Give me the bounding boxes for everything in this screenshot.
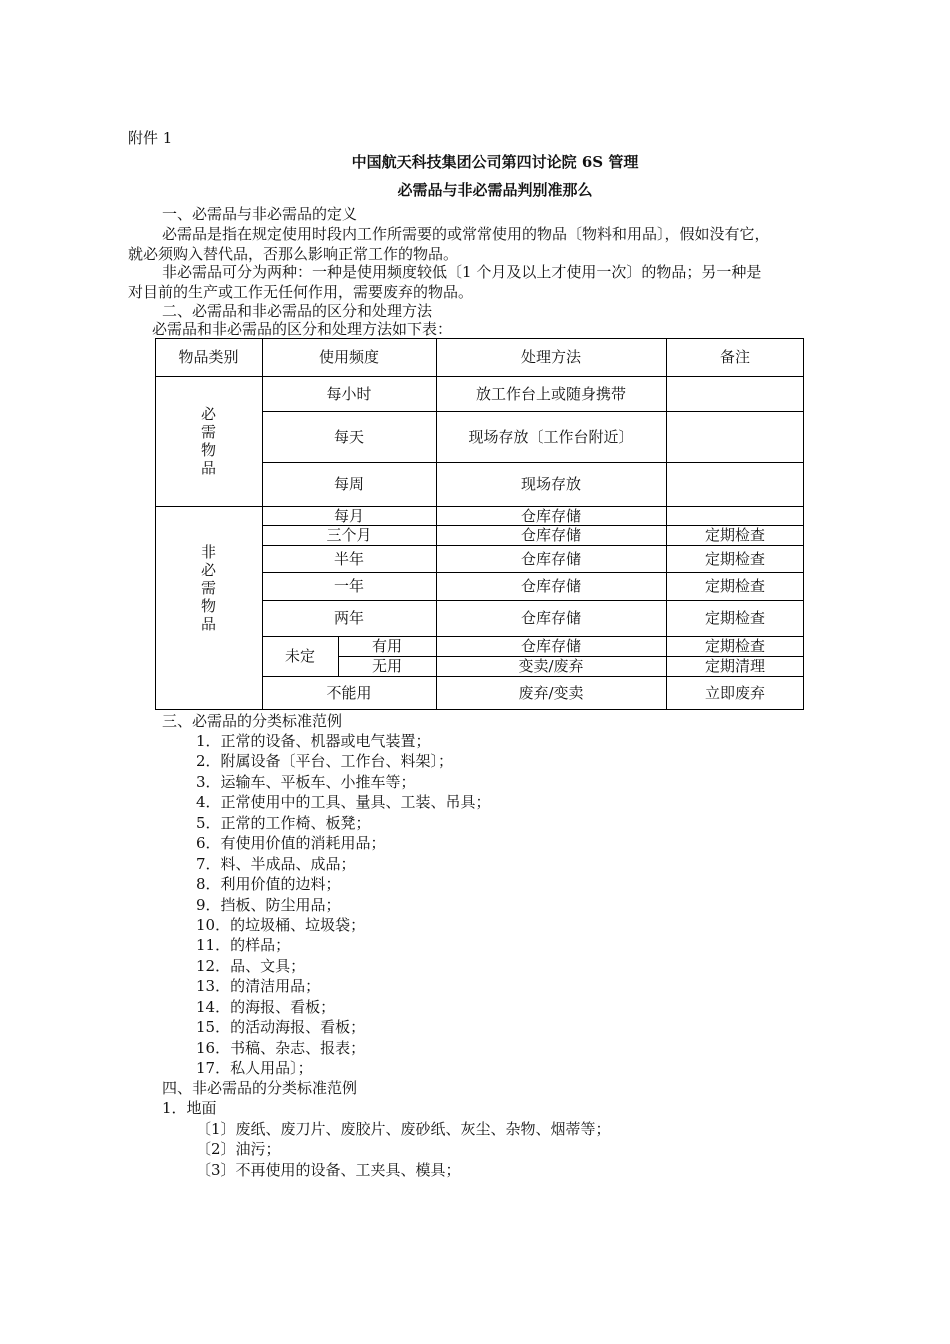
table-row-note (666, 411, 804, 462)
table-row-method: 仓库存储 (520, 549, 581, 568)
table-row-note: 定期检查 (704, 609, 765, 627)
table-row-note: 定期检查 (704, 577, 765, 595)
list-item: 1．正常的设备、机器或电气装置； (196, 732, 431, 750)
table-row-note (666, 376, 804, 411)
table-row-freq: 每天 (333, 427, 364, 446)
list-item: 9．挡板、防尘用品； (196, 896, 341, 914)
table-row-note: 定期清理 (704, 657, 765, 675)
table-row-note (666, 506, 804, 525)
unnecessary-items-label: 非 必 需 物 品 (200, 542, 216, 633)
list-item: 7．料、半成品、成品； (196, 855, 356, 873)
list-item: 6．有使用价值的消耗用品； (196, 834, 386, 852)
list-item: 15．的活动海报、看板； (196, 1018, 366, 1036)
section1-paragraph2: 非必需品可分为两种：一种是使用频度较低〔1 个月及以上才使用一次〕的物品；另一种是 (162, 263, 762, 281)
table-row-freq: 无用 (371, 657, 402, 675)
section1-heading: 一、必需品与非必需品的定义 (162, 205, 358, 223)
table-row-freq: 每周 (333, 475, 364, 493)
list-item: 2．附属设备〔平台、工作台、料架〕； (196, 752, 454, 770)
header-method: 处理方法 (520, 348, 581, 366)
section3-heading: 三、必需品的分类标准范例 (162, 712, 343, 730)
list-item: 17．私人用品〕； (196, 1059, 313, 1077)
section2-intro: 必需品和非必需品的区分和处理方法如下表： (152, 320, 453, 338)
list-item: 12．品、文具； (196, 957, 306, 975)
list-item: 10．的垃圾桶、垃圾袋； (196, 916, 366, 934)
table-row-method: 仓库存储 (520, 609, 581, 627)
list-item: 14．的海报、看板； (196, 998, 336, 1016)
list-item: 11．的样品； (196, 936, 291, 954)
table-row-method: 放工作台上或随身携带 (475, 384, 626, 403)
section1-paragraph1-cont: 就必须购入替代品，否那么影响正常工作的物品。 (128, 245, 459, 263)
list-item: 〔3〕不再使用的设备、工夹具、模具； (196, 1161, 461, 1179)
table-row-note: 定期检查 (704, 526, 765, 544)
table-row-method: 现场存放 (520, 475, 581, 493)
document-subtitle: 必需品与非必需品判别准那么 (397, 181, 593, 199)
table-row-freq: 三个月 (326, 526, 372, 544)
list-item: 5．正常的工作椅、板凳； (196, 814, 371, 832)
table-row-freq: 每小时 (326, 384, 372, 403)
table-row-note: 定期检查 (704, 549, 765, 568)
table-row-method: 仓库存储 (520, 577, 581, 595)
header-notes: 备注 (719, 348, 750, 366)
list-item: 4．正常使用中的工具、量具、工装、吊具； (196, 793, 491, 811)
table-row-freq: 不能用 (326, 683, 372, 702)
table-row-method: 现场存放〔工作台附近〕 (468, 427, 634, 446)
table-row-freq: 两年 (333, 609, 364, 627)
section4-heading: 四、非必需品的分类标准范例 (162, 1079, 358, 1097)
undecided-label: 未定 (284, 647, 315, 665)
list-item: 〔1〕废纸、废刀片、废胶片、废砂纸、灰尘、杂物、烟蒂等； (196, 1120, 611, 1138)
table-row-freq: 一年 (333, 577, 364, 595)
list-item: 8．利用价值的边料； (196, 875, 341, 893)
table-row-method: 废弃/变卖 (518, 683, 584, 702)
header-category: 物品类别 (178, 348, 239, 366)
table-row-method: 仓库存储 (520, 506, 581, 525)
list-item: 3．运输车、平板车、小推车等； (196, 773, 416, 791)
section1-paragraph1: 必需品是指在规定使用时段内工作所需要的或常常使用的物品〔物料和用品〕，假如没有它， (162, 225, 770, 243)
attachment-label: 附件 1 (128, 129, 173, 147)
table-row-note: 定期检查 (704, 637, 765, 655)
header-frequency: 使用频度 (318, 348, 379, 366)
table-row-method: 仓库存储 (520, 526, 581, 544)
table-row-note (666, 462, 804, 506)
list-item: 〔2〕油污； (196, 1140, 281, 1158)
section4-sub-heading: 1．地面 (162, 1099, 217, 1117)
list-item: 13．的清洁用品； (196, 977, 321, 995)
necessary-items-label: 必 需 物 品 (200, 405, 216, 477)
table-row-method: 仓库存储 (520, 637, 581, 655)
table-row-freq: 有用 (371, 637, 402, 655)
section1-paragraph2-cont: 对目前的生产或工作无任何作用，需要废弃的物品。 (128, 283, 474, 301)
table-row-note: 立即废弃 (704, 683, 765, 702)
table-row-freq: 每月 (333, 506, 364, 525)
classification-table (155, 338, 804, 710)
table-row-method: 变卖/废弃 (518, 657, 584, 675)
document-title: 中国航天科技集团公司第四讨论院 6S 管理 (351, 153, 639, 171)
list-item: 16．书稿、杂志、报表； (196, 1039, 366, 1057)
section2-heading: 二、必需品和非必需品的区分和处理方法 (162, 302, 433, 320)
table-row-freq: 半年 (333, 549, 364, 568)
